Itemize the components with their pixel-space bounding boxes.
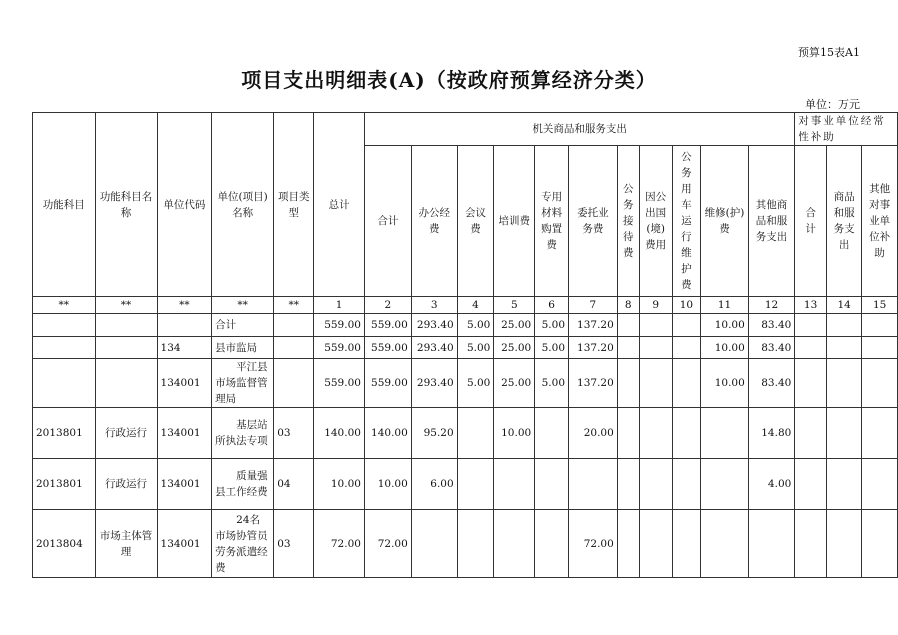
table-cell: 5.00 bbox=[535, 314, 569, 337]
table-cell bbox=[795, 510, 827, 578]
table-cell bbox=[862, 510, 898, 578]
column-header: 公务用车运行维护费 bbox=[672, 146, 701, 297]
column-index: 5 bbox=[494, 297, 535, 314]
table-cell: 559.00 bbox=[314, 337, 365, 359]
table-cell bbox=[569, 459, 618, 510]
table-cell bbox=[33, 359, 96, 408]
table-cell: 72.00 bbox=[314, 510, 365, 578]
table-cell bbox=[274, 359, 314, 408]
table-cell: 25.00 bbox=[494, 314, 535, 337]
table-row bbox=[33, 359, 898, 408]
table-cell: 质量强县工作经费 bbox=[212, 459, 274, 510]
table-cell bbox=[795, 459, 827, 510]
table-cell: 293.40 bbox=[411, 359, 457, 408]
table-row bbox=[33, 510, 898, 578]
table-cell: 134001 bbox=[157, 408, 212, 459]
table-cell bbox=[795, 314, 827, 337]
table-cell: 137.20 bbox=[569, 314, 618, 337]
table-cell: 2013801 bbox=[33, 459, 96, 510]
table-cell: 县市监局 bbox=[212, 337, 274, 359]
table-cell: 6.00 bbox=[411, 459, 457, 510]
table-cell bbox=[617, 359, 639, 408]
table-cell: 5.00 bbox=[535, 337, 569, 359]
table-cell bbox=[457, 510, 494, 578]
table-row bbox=[33, 459, 898, 510]
table-cell: 140.00 bbox=[364, 408, 411, 459]
table-cell: 10.00 bbox=[314, 459, 365, 510]
page-title: 项目支出明细表(A)（按政府预算经济分类） bbox=[241, 68, 657, 92]
table-cell: 10.00 bbox=[701, 314, 749, 337]
column-index: 14 bbox=[826, 297, 861, 314]
table-cell bbox=[862, 314, 898, 337]
table-cell bbox=[701, 408, 749, 459]
table-cell: 83.40 bbox=[748, 337, 795, 359]
table-cell: 25.00 bbox=[494, 359, 535, 408]
table-cell: 24名市场协管员劳务派遣经费 bbox=[212, 510, 274, 578]
table-cell bbox=[457, 459, 494, 510]
table-cell bbox=[748, 510, 795, 578]
table-cell bbox=[33, 337, 96, 359]
column-index: ** bbox=[212, 297, 274, 314]
column-header: 维修(护)费 bbox=[701, 146, 749, 297]
table-cell: 83.40 bbox=[748, 359, 795, 408]
table-cell: 市场主体管理 bbox=[95, 510, 157, 578]
table-cell: 293.40 bbox=[411, 337, 457, 359]
table-cell: 140.00 bbox=[314, 408, 365, 459]
column-header: 委托业务费 bbox=[569, 146, 618, 297]
table-cell: 559.00 bbox=[364, 314, 411, 337]
column-index: 6 bbox=[535, 297, 569, 314]
table-cell bbox=[639, 510, 672, 578]
column-header: 单位代码 bbox=[157, 113, 212, 297]
table-cell bbox=[795, 408, 827, 459]
table-cell: 559.00 bbox=[364, 337, 411, 359]
table-cell bbox=[639, 359, 672, 408]
table-cell: 10.00 bbox=[364, 459, 411, 510]
column-header: 公务接待费 bbox=[617, 146, 639, 297]
table-cell bbox=[862, 359, 898, 408]
table-cell: 20.00 bbox=[569, 408, 618, 459]
column-index: ** bbox=[157, 297, 212, 314]
table-cell bbox=[95, 359, 157, 408]
column-index: 13 bbox=[795, 297, 827, 314]
table-number: 预算15表A1 bbox=[798, 46, 860, 59]
table-cell bbox=[826, 359, 861, 408]
table-cell: 25.00 bbox=[494, 337, 535, 359]
table-cell: 83.40 bbox=[748, 314, 795, 337]
table-cell: 5.00 bbox=[535, 359, 569, 408]
column-header: 合计 bbox=[364, 146, 411, 297]
table-cell: 559.00 bbox=[314, 359, 365, 408]
table-cell bbox=[535, 408, 569, 459]
column-header: 项目类型 bbox=[274, 113, 314, 297]
group-header-goods-services: 机关商品和服务支出 bbox=[364, 113, 794, 146]
table-cell: 72.00 bbox=[569, 510, 618, 578]
table-cell bbox=[274, 314, 314, 337]
table-cell: 134001 bbox=[157, 359, 212, 408]
table-cell: 137.20 bbox=[569, 359, 618, 408]
column-index: ** bbox=[274, 297, 314, 314]
column-header: 总计 bbox=[314, 113, 365, 297]
column-index: 3 bbox=[411, 297, 457, 314]
table-row bbox=[33, 408, 898, 459]
unit-label: 单位：万元 bbox=[805, 98, 860, 111]
table-cell: 134001 bbox=[157, 459, 212, 510]
table-cell bbox=[33, 314, 96, 337]
column-index: 9 bbox=[639, 297, 672, 314]
table-cell: 基层站所执法专项 bbox=[212, 408, 274, 459]
column-index: 7 bbox=[569, 297, 618, 314]
table-cell bbox=[617, 459, 639, 510]
table-cell bbox=[457, 408, 494, 459]
table-cell: 平江县市场监督管理局 bbox=[212, 359, 274, 408]
table-cell: 5.00 bbox=[457, 337, 494, 359]
header-row bbox=[33, 113, 898, 146]
table-cell bbox=[862, 459, 898, 510]
column-header: 专用材料购置费 bbox=[535, 146, 569, 297]
table-cell: 行政运行 bbox=[95, 459, 157, 510]
column-header: 其他对事业单位补助 bbox=[862, 146, 898, 297]
table-row bbox=[33, 314, 898, 337]
table-cell bbox=[157, 314, 212, 337]
column-header: 功能科目名称 bbox=[95, 113, 157, 297]
column-index: 4 bbox=[457, 297, 494, 314]
table-cell bbox=[826, 408, 861, 459]
column-header: 培训费 bbox=[494, 146, 535, 297]
table-cell: 2013804 bbox=[33, 510, 96, 578]
column-header: 其他商品和服务支出 bbox=[748, 146, 795, 297]
table-cell bbox=[826, 510, 861, 578]
column-header: 合计 bbox=[795, 146, 827, 297]
column-header: 会议费 bbox=[457, 146, 494, 297]
table-cell bbox=[672, 314, 701, 337]
table-cell: 4.00 bbox=[748, 459, 795, 510]
table-cell bbox=[672, 408, 701, 459]
column-header: 办公经费 bbox=[411, 146, 457, 297]
index-row bbox=[33, 297, 898, 314]
table-cell: 合计 bbox=[212, 314, 274, 337]
table-cell bbox=[862, 408, 898, 459]
table-cell bbox=[826, 314, 861, 337]
table-cell: 行政运行 bbox=[95, 408, 157, 459]
table-cell bbox=[535, 510, 569, 578]
table-cell bbox=[274, 337, 314, 359]
column-index: 12 bbox=[748, 297, 795, 314]
table-cell: 559.00 bbox=[364, 359, 411, 408]
table-cell bbox=[617, 408, 639, 459]
group-header-subsidy: 对事业单位经常性补助 bbox=[795, 113, 898, 146]
table-cell bbox=[795, 359, 827, 408]
table-cell bbox=[639, 314, 672, 337]
table-cell: 5.00 bbox=[457, 314, 494, 337]
table-cell: 10.00 bbox=[701, 337, 749, 359]
column-header: 单位(项目)名称 bbox=[212, 113, 274, 297]
table-cell: 293.40 bbox=[411, 314, 457, 337]
column-index: ** bbox=[33, 297, 96, 314]
table-cell bbox=[701, 459, 749, 510]
column-index: ** bbox=[95, 297, 157, 314]
table-cell bbox=[672, 459, 701, 510]
table-cell: 134 bbox=[157, 337, 212, 359]
column-index: 10 bbox=[672, 297, 701, 314]
table-cell: 95.20 bbox=[411, 408, 457, 459]
column-header: 因公出国(境)费用 bbox=[639, 146, 672, 297]
column-header: 功能科目 bbox=[33, 113, 96, 297]
column-index: 2 bbox=[364, 297, 411, 314]
table-cell bbox=[535, 459, 569, 510]
table-cell: 2013801 bbox=[33, 408, 96, 459]
table-cell: 03 bbox=[274, 408, 314, 459]
table-cell bbox=[411, 510, 457, 578]
table-cell: 14.80 bbox=[748, 408, 795, 459]
column-header: 商品和服务支出 bbox=[826, 146, 861, 297]
table-cell bbox=[494, 510, 535, 578]
table-cell bbox=[617, 510, 639, 578]
table-cell: 134001 bbox=[157, 510, 212, 578]
table-cell bbox=[639, 408, 672, 459]
table-cell: 03 bbox=[274, 510, 314, 578]
table-cell bbox=[617, 314, 639, 337]
table-cell bbox=[795, 337, 827, 359]
column-index: 11 bbox=[701, 297, 749, 314]
column-index: 1 bbox=[314, 297, 365, 314]
table-cell: 10.00 bbox=[494, 408, 535, 459]
table-cell bbox=[95, 337, 157, 359]
table-cell: 04 bbox=[274, 459, 314, 510]
table-cell bbox=[672, 359, 701, 408]
table-cell bbox=[672, 510, 701, 578]
column-index: 8 bbox=[617, 297, 639, 314]
table-cell: 72.00 bbox=[364, 510, 411, 578]
table-cell bbox=[701, 510, 749, 578]
table-cell bbox=[826, 337, 861, 359]
table-cell: 559.00 bbox=[314, 314, 365, 337]
table-cell bbox=[494, 459, 535, 510]
table-cell bbox=[672, 337, 701, 359]
table-cell: 137.20 bbox=[569, 337, 618, 359]
table-cell bbox=[639, 459, 672, 510]
budget-table bbox=[32, 112, 898, 578]
table-cell bbox=[826, 459, 861, 510]
column-index: 15 bbox=[862, 297, 898, 314]
table-cell: 5.00 bbox=[457, 359, 494, 408]
table-cell bbox=[639, 337, 672, 359]
table-cell: 10.00 bbox=[701, 359, 749, 408]
table-cell bbox=[95, 314, 157, 337]
table-row bbox=[33, 337, 898, 359]
table-cell bbox=[862, 337, 898, 359]
table-cell bbox=[617, 337, 639, 359]
